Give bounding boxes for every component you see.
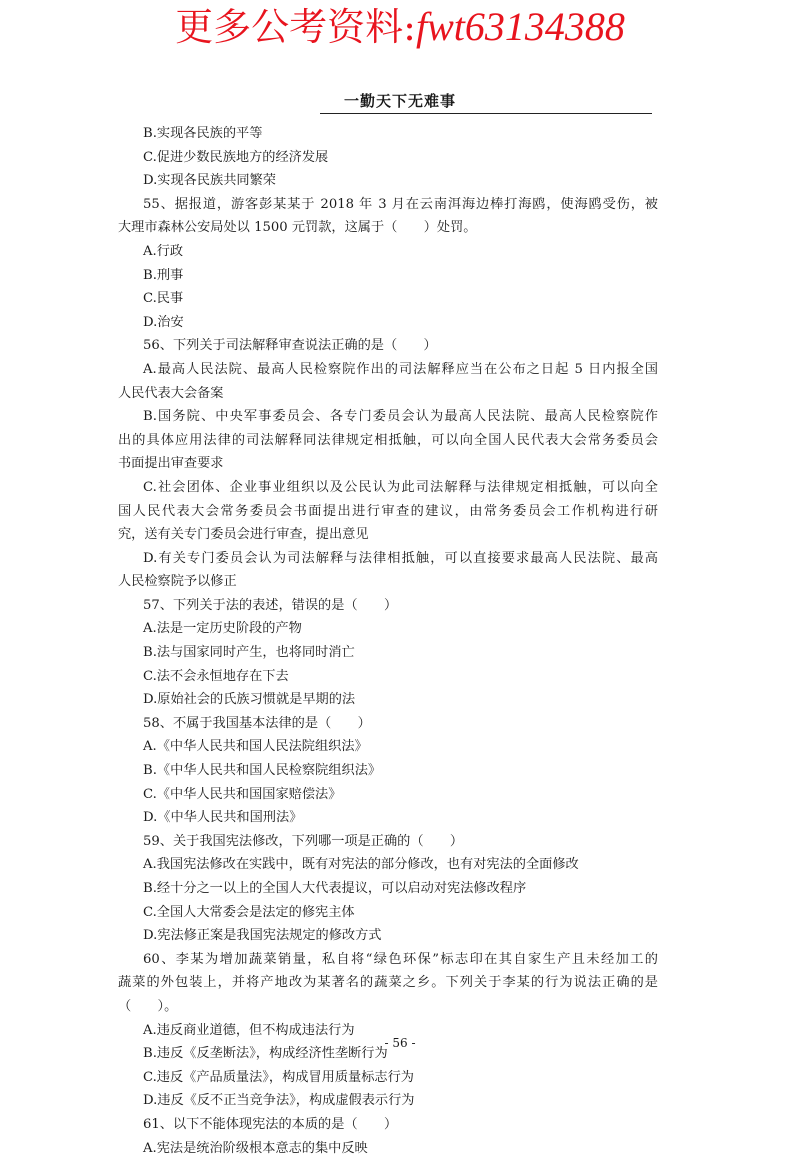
promo-banner-id: fwt63134388 [415, 4, 625, 49]
header-divider [320, 113, 652, 114]
question-line: 56、下列关于司法解释审查说法正确的是（ ） [143, 338, 437, 354]
answer-option: B.违反《反垄断法》，构成经济性垄断行为 [143, 1046, 388, 1062]
answer-option: D.《中华人民共和国刑法》 [143, 810, 303, 826]
text-line: 书面提出审查要求 [118, 456, 224, 472]
answer-option: A.法是一定历史阶段的产物 [143, 621, 302, 637]
answer-option: C.《中华人民共和国国家赔偿法》 [143, 786, 342, 802]
page-header-title: 一勤天下无难事 [343, 92, 456, 110]
question-line: 61、以下不能体现宪法的本质的是（ ） [143, 1116, 398, 1132]
promo-banner-prefix: 更多公考资料: [175, 5, 416, 49]
answer-option: C.民事 [143, 291, 184, 307]
text-line: 究，送有关专门委员会进行审查，提出意见 [118, 527, 369, 543]
question-line: 60、李某为增加蔬菜销量，私自将“绿色环保”标志印在其自家生产且未经加工的 [143, 951, 658, 967]
answer-option: B.刑事 [143, 267, 184, 283]
question-line: 57、下列关于法的表述，错误的是（ ） [143, 597, 398, 613]
text-line: 蔬菜的外包装上，并将产地改为某著名的蔬菜之乡。下列关于李某的行为说法正确的是 [118, 975, 658, 991]
answer-option: A.我国宪法修改在实践中，既有对宪法的部分修改，也有对宪法的全面修改 [143, 857, 579, 873]
answer-option: A.违反商业道德，但不构成违法行为 [143, 1022, 355, 1038]
question-line: 59、关于我国宪法修改，下列哪一项是正确的（ ） [143, 833, 464, 849]
text-line: 人民代表大会备案 [118, 385, 224, 401]
answer-option: B.实现各民族的平等 [143, 126, 263, 141]
answer-option: C.法不会永恒地存在下去 [143, 668, 289, 684]
answer-option: D.实现各民族共同繁荣 [143, 173, 276, 189]
answer-option: D.有关专门委员会认为司法解释与法律相抵触，可以直接要求最高人民法院、最高 [143, 550, 658, 566]
answer-option: C.促进少数民族地方的经济发展 [143, 149, 329, 165]
answer-option: B.《中华人民共和国人民检察院组织法》 [143, 763, 382, 779]
answer-option: C.违反《产品质量法》，构成冒用质量标志行为 [143, 1069, 414, 1085]
question-line: 55、据报道，游客彭某某于 2018 年 3 月在云南洱海边棒打海鸥，使海鸥受伤，被 [143, 196, 658, 212]
answer-option: C.全国人大常委会是法定的修宪主体 [143, 904, 355, 920]
question-line: 58、不属于我国基本法律的是（ ） [143, 715, 371, 731]
answer-option: B.法与国家同时产生，也将同时消亡 [143, 645, 355, 661]
text-line: （ ）。 [118, 998, 178, 1014]
page-number: - 56 - [384, 1036, 416, 1050]
text-line: 国人民代表大会常务委员会书面提出进行审查的建议，由常务委员会工作机构进行研 [118, 503, 658, 519]
promo-banner [0, 4, 800, 50]
answer-option: A.宪法是统治阶级根本意志的集中反映 [143, 1140, 368, 1156]
answer-option: D.违反《反不正当竞争法》，构成虚假表示行为 [143, 1093, 415, 1109]
answer-option: B.国务院、中央军事委员会、各专门委员会认为最高人民法院、最高人民检察院作 [143, 409, 658, 425]
answer-option: A.最高人民法院、最高人民检察院作出的司法解释应当在公布之日起 5 日内报全国 [143, 361, 658, 377]
answer-option: A.行政 [143, 243, 184, 259]
answer-option: D.原始社会的氏族习惯就是早期的法 [143, 692, 356, 708]
answer-option: D.治安 [143, 314, 184, 330]
answer-option: C.社会团体、企业事业组织以及公民认为此司法解释与法律规定相抵触，可以向全 [143, 479, 658, 495]
text-line: 大理市森林公安局处以 1500 元罚款，这属于（ ）处罚。 [118, 220, 477, 236]
answer-option: D.宪法修正案是我国宪法规定的修改方式 [143, 928, 382, 944]
answer-option: A.《中华人民共和国人民法院组织法》 [143, 739, 368, 755]
text-line: 人民检察院予以修正 [118, 574, 237, 590]
answer-option: B.经十分之一以上的全国人大代表提议，可以启动对宪法修改程序 [143, 881, 527, 896]
text-line: 出的具体应用法律的司法解释同法律规定相抵触，可以向全国人民代表大会常务委员会 [118, 432, 658, 448]
document-body [118, 122, 658, 1160]
